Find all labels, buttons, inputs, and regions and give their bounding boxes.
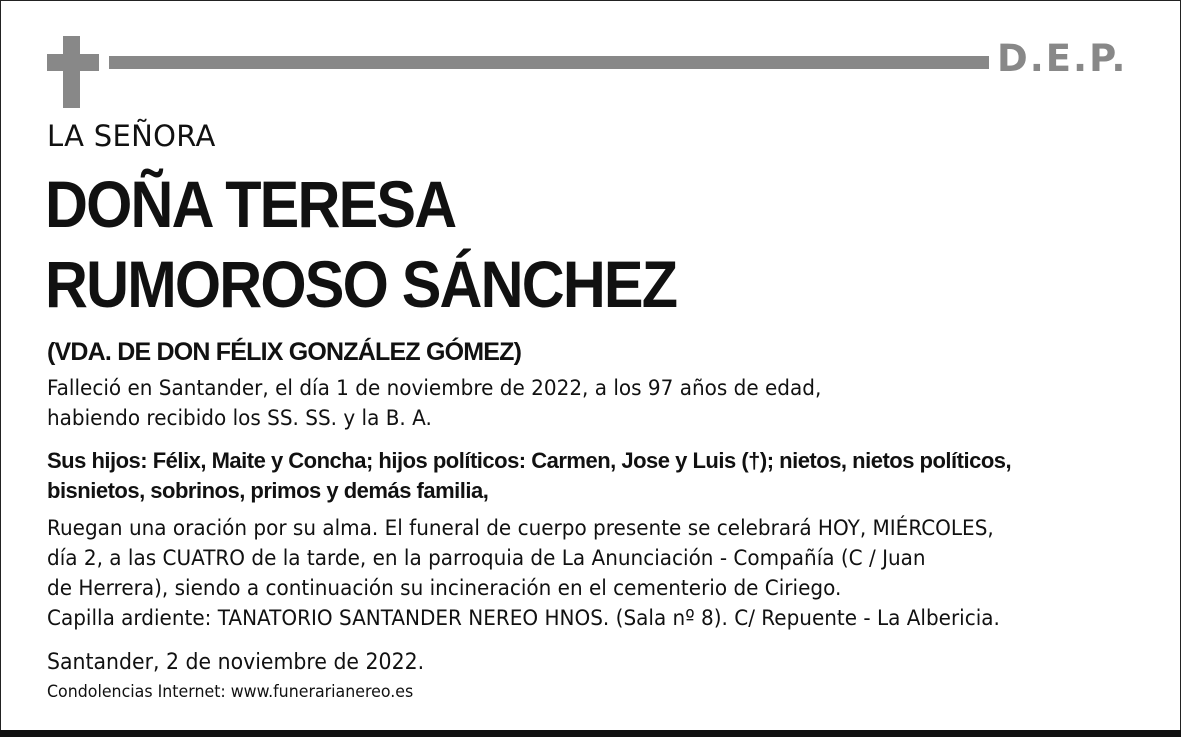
place-date: Santander, 2 de noviembre de 2022. [47, 650, 425, 675]
funeral-paragraph [47, 514, 1000, 634]
cross-icon-bar [47, 54, 99, 71]
dep-label: D.E.P. [997, 37, 1128, 80]
intro-label: LA SEÑORA [47, 119, 216, 153]
death-line: Falleció en Santander, el día 1 de noviembre de 2022, a los 97 años de edad, [47, 376, 822, 401]
family-paragraph [47, 446, 1011, 506]
cross-icon [63, 36, 80, 108]
header-rule [109, 56, 989, 69]
funeral-line: Capilla ardiente: TANATORIO SANTANDER NEREO HNOS. (Sala nº 8). C/ Repuente - La Albericia. [47, 606, 1000, 631]
funeral-line: de Herrera), siendo a continuación su incineración en el cementerio de Ciriego. [47, 576, 842, 601]
family-line: Sus hijos: Félix, Maite y Concha; hijos políticos: Carmen, Jose y Luis (†); nietos, nietos políticos, [47, 448, 1012, 473]
funeral-line: Ruegan una oración por su alma. El funeral de cuerpo presente se celebrará HOY, MIÉRCOLES, [47, 516, 994, 541]
bottom-border [0, 730, 1181, 737]
widow-note: (VDA. DE DON FÉLIX GONZÁLEZ GÓMEZ) [47, 338, 522, 366]
family-line: bisnietos, sobrinos, primos y demás familia, [47, 478, 489, 503]
condolences-link[interactable]: Condolencias Internet: www.funerarianereo.es [47, 682, 414, 702]
deceased-name-line-1: DOÑA TERESA [45, 167, 456, 241]
funeral-line: día 2, a las CUATRO de la tarde, en la parroquia de La Anunciación - Compañía (C / Juan [47, 546, 926, 571]
deceased-name-line-2: RUMOROSO SÁNCHEZ [45, 247, 677, 321]
death-line: habiendo recibido los SS. SS. y la B. A. [47, 406, 432, 431]
death-paragraph [47, 374, 821, 434]
